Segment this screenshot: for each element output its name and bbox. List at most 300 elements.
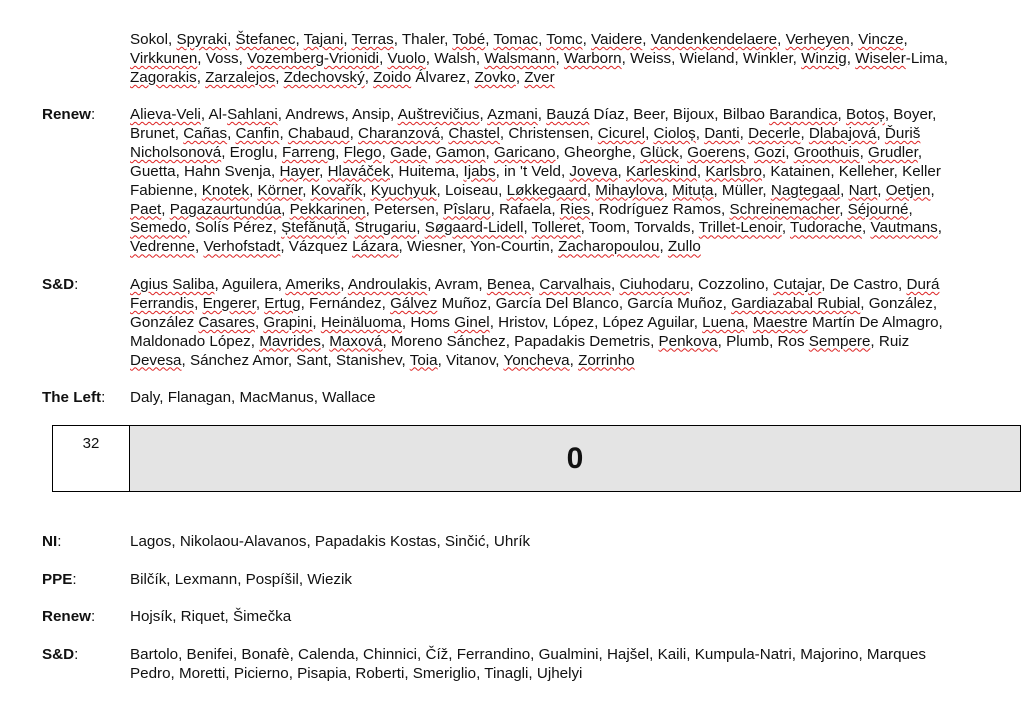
name-line: [130, 314, 1000, 333]
flagged-name: Groothuis: [793, 143, 860, 161]
name-text: , González,: [860, 294, 938, 312]
name-text: , Rafaela,: [490, 200, 560, 218]
name-text: ,: [876, 124, 885, 142]
name-text: ,: [319, 162, 328, 180]
name-text: , Christensen,: [499, 124, 598, 142]
name-text: ,: [523, 219, 532, 237]
name-text: , Katainen, Kelleher, Keller: [761, 162, 941, 180]
name-text: ,: [485, 143, 494, 161]
name-line: [130, 571, 1000, 590]
name-text: ,: [659, 238, 668, 256]
flagged-name: Grapini: [263, 313, 313, 331]
flagged-name: Gamon: [435, 143, 486, 161]
name-text: ,: [555, 49, 564, 67]
flagged-name: Løkkegaard: [506, 181, 587, 199]
name-text: ,: [917, 143, 923, 161]
name-text: Maldonado López,: [130, 332, 260, 350]
flagged-name: Barandica: [769, 106, 838, 123]
flagged-name: Penkova: [658, 332, 718, 350]
name-text: ,: [227, 124, 236, 142]
flagged-name: Séjourné: [847, 200, 909, 218]
name-text: ,: [515, 68, 525, 86]
member-names: [130, 106, 1000, 257]
name-line: [130, 665, 1000, 684]
name-text: ,: [227, 31, 236, 48]
member-names: [130, 646, 1000, 684]
name-text: ,: [744, 313, 753, 331]
name-text: ,: [379, 49, 388, 67]
name-text: ,: [479, 106, 488, 123]
name-text: , Eroglu,: [221, 143, 282, 161]
name-text: , Rodríguez Ramos,: [590, 200, 730, 218]
name-text: ,: [439, 124, 449, 142]
flagged-name: Carvalhais: [539, 276, 611, 293]
name-text: ,: [362, 181, 371, 199]
flagged-name: Glück: [640, 143, 679, 161]
flagged-name: Canfin: [235, 124, 280, 142]
flagged-name: Toia: [409, 351, 438, 369]
name-text: Daly, Flanagan, MacManus, Wallace: [130, 389, 376, 406]
flagged-name: Zdechovský: [283, 68, 365, 86]
group-block: [0, 608, 1024, 627]
flagged-name: Farreng: [281, 143, 336, 161]
flagged-name: Ertug: [264, 294, 301, 312]
name-text: , Plumb, Ros: [717, 332, 809, 350]
flagged-name: Tolleret: [531, 219, 581, 237]
name-line: [130, 389, 1000, 408]
group-colon: :: [74, 646, 79, 663]
name-text: Álvarez,: [411, 68, 475, 86]
flagged-name: Vozemberg-Vrionidi: [247, 49, 380, 67]
group-colon: :: [72, 571, 77, 588]
name-text: ,: [877, 181, 886, 199]
flagged-name: Gardiazabal Rubial: [731, 294, 861, 312]
flagged-name: Ciuhodaru: [619, 276, 690, 293]
flagged-name: Knotek: [201, 181, 250, 199]
flagged-name: Agius Saliba: [130, 276, 215, 293]
group-block: [0, 389, 1024, 408]
name-text: ,: [642, 31, 651, 48]
flagged-name: Grudler: [868, 143, 918, 161]
name-text: ,: [416, 219, 425, 237]
name-text: ,: [427, 143, 436, 161]
group-name: S&D: [42, 646, 75, 663]
flagged-name: Wiseler: [855, 49, 906, 67]
name-line: [130, 106, 1000, 125]
flagged-name: Ginel: [454, 313, 490, 331]
name-text: , Vázquez: [280, 238, 353, 256]
name-text: , Aguilera,: [214, 276, 286, 293]
flagged-name: Vuolo: [387, 49, 426, 67]
group-colon: :: [57, 533, 62, 550]
flagged-name: Vaidere: [591, 31, 643, 48]
flagged-name: Vincze: [858, 31, 904, 48]
vote-count: 32: [53, 426, 130, 491]
group-label: [42, 571, 77, 590]
name-text: ,: [194, 294, 203, 312]
flagged-name: Körner: [257, 181, 303, 199]
flagged-name: Terras: [351, 31, 394, 48]
member-names: [130, 276, 1000, 371]
flagged-name: Winzig: [801, 49, 847, 67]
flagged-name: Joveva: [569, 162, 618, 180]
group-block: [0, 571, 1024, 590]
group-label: [42, 646, 78, 665]
name-text: ,: [195, 238, 204, 256]
flagged-name: Trillet-Lenoir: [698, 219, 782, 237]
flagged-name: Casares: [198, 313, 255, 331]
name-text: ,: [281, 200, 290, 218]
name-text: , Huitema,: [390, 162, 464, 180]
name-text: , Al-: [200, 106, 228, 123]
flagged-name: Dlabajová: [808, 124, 877, 142]
flagged-name: Lázara: [352, 238, 399, 256]
flagged-name: Tomac: [493, 31, 539, 48]
name-text: ,: [862, 219, 871, 237]
name-text: ,: [695, 124, 705, 142]
vote-symbol: 0: [130, 426, 1020, 491]
name-text: ,: [249, 181, 258, 199]
vote-result-box: [52, 425, 1021, 492]
name-text: ,: [663, 181, 673, 199]
name-line: [130, 333, 1000, 352]
flagged-name: Cioloș: [653, 124, 696, 142]
flagged-name: Ștefănuță: [281, 219, 347, 237]
flagged-name: Kovařík: [310, 181, 363, 199]
flagged-name: Verheyen: [785, 31, 850, 48]
flagged-name: Søgaard-Lidell: [424, 219, 524, 237]
name-text: ,: [295, 31, 304, 48]
flagged-name: Cañas: [183, 124, 228, 142]
flagged-name: Nart: [848, 181, 878, 199]
name-text: , Cozzolino,: [689, 276, 774, 293]
flagged-name: Mihaylova: [595, 181, 664, 199]
flagged-name: Tobé: [452, 31, 486, 48]
name-text: , Fernández,: [300, 294, 391, 312]
group-colon: :: [90, 608, 96, 625]
group-colon: :: [101, 389, 106, 406]
group-block: [0, 533, 1024, 552]
flagged-name: Pagazaurtundúa: [169, 200, 282, 218]
flagged-name: Yoncheva: [503, 351, 570, 369]
flagged-name: Mituța: [672, 181, 714, 199]
flagged-name: Cutajar: [773, 276, 822, 293]
name-text: Muñoz, García Del Blanco, García Muñoz,: [437, 294, 732, 312]
flagged-name: Zullo: [667, 238, 701, 256]
flagged-name: Ameriks: [285, 276, 341, 293]
flagged-name: Engerer: [202, 294, 256, 312]
name-text: Díaz, Beer, Bijoux, Bilbao: [589, 106, 770, 123]
flagged-name: Maxová: [329, 332, 383, 350]
member-names: [130, 533, 1000, 552]
flagged-name: Kyuchyuk: [370, 181, 437, 199]
flagged-name: Ďuriš: [884, 124, 921, 142]
flagged-name: Pekkarinen: [289, 200, 366, 218]
group-label: [42, 533, 61, 552]
flagged-name: Chastel: [448, 124, 500, 142]
flagged-name: Decerle: [748, 124, 801, 142]
group-name: NI: [42, 533, 58, 550]
flagged-name: Flego: [343, 143, 382, 161]
name-text: ,: [846, 49, 856, 67]
name-text: , Avram,: [427, 276, 487, 293]
name-text: ,: [569, 351, 579, 369]
name-text: , Solís Pérez,: [186, 219, 282, 237]
name-line: [130, 608, 1000, 627]
flagged-name: Sahlani: [227, 106, 278, 123]
name-line: [130, 50, 1000, 69]
name-text: , Homs: [401, 313, 455, 331]
name-text: ,: [335, 143, 344, 161]
flagged-name: Luena: [702, 313, 745, 331]
name-text: ,: [302, 181, 311, 199]
name-text: , De Castro,: [821, 276, 907, 293]
name-text: ,: [908, 200, 913, 218]
name-text: Martín De Almagro,: [807, 313, 943, 331]
flagged-name: Nicholsonová: [130, 143, 222, 161]
continued-name-list: [0, 31, 1024, 88]
flagged-name: Paet: [130, 200, 162, 218]
flagged-name: Cicurel: [597, 124, 646, 142]
name-text: , Vitanov,: [437, 351, 504, 369]
flagged-name: Gozi: [754, 143, 786, 161]
flagged-name: Zovko: [474, 68, 516, 86]
name-text: , Gheorghe,: [555, 143, 641, 161]
name-text: ,: [254, 313, 264, 331]
name-text: ,: [161, 200, 170, 218]
name-text: Brunet,: [130, 124, 184, 142]
flagged-name: Danti: [704, 124, 740, 142]
group-name: PPE: [42, 571, 73, 588]
flagged-name: Sempere: [808, 332, 871, 350]
flagged-name: Zagorakis: [130, 68, 197, 86]
name-text: ,: [696, 162, 706, 180]
flagged-name: Zarzalejos: [205, 68, 276, 86]
flagged-name: Gade: [390, 143, 428, 161]
name-text: ,: [320, 332, 330, 350]
name-text: Pedro, Moretti, Picierno, Pisapia, Roberti, Smeriglio, Tinagli, Ujhelyi: [130, 664, 583, 682]
name-text: , Loiseau,: [436, 181, 507, 199]
name-text: ,: [800, 124, 809, 142]
name-text: ,: [678, 143, 688, 161]
member-names: [130, 389, 1000, 408]
name-text: Bilčík, Lexmann, Pospíšil, Wiezik: [130, 571, 352, 588]
name-text: ,: [530, 276, 540, 293]
name-text: , Sánchez Amor, Sant, Stanishev,: [181, 351, 410, 369]
name-text: González: [130, 313, 199, 331]
member-names: [130, 608, 1000, 627]
name-text: ,: [849, 31, 859, 48]
name-text: ,: [349, 124, 359, 142]
flagged-name: Zver: [524, 68, 555, 86]
name-line: [130, 125, 1000, 144]
name-text: ,: [785, 143, 794, 161]
name-text: Bartolo, Benifei, Bonafè, Calenda, Chinnici, Číž, Ferrandino, Gualmini, Hajšel, Kaili, Kumpula-Natri, Majorino, Marques: [130, 646, 927, 663]
group-name: Renew: [42, 106, 91, 123]
name-text: ,: [582, 31, 592, 48]
name-text: Fabienne,: [130, 181, 202, 199]
flagged-name: Tajani: [303, 31, 344, 48]
flagged-name: Verhofstadt: [203, 238, 281, 256]
name-text: ,: [903, 31, 908, 48]
flagged-name: Auštrevičius: [397, 106, 480, 123]
flagged-name: Warborn: [563, 49, 622, 67]
group-name: S&D: [42, 276, 75, 293]
name-text: ,: [381, 143, 391, 161]
group-name: The Left: [42, 389, 102, 406]
name-text: ,: [312, 313, 321, 331]
name-text: ,: [343, 31, 352, 48]
name-text: , Weiss, Wieland, Winkler,: [621, 49, 802, 67]
name-text: ,: [930, 181, 935, 199]
name-text: , Andrews, Ansip,: [277, 106, 398, 123]
name-text: , Hristov, López, López Aguilar,: [489, 313, 703, 331]
name-text: ,: [255, 294, 265, 312]
flagged-name: Zorrinho: [578, 351, 635, 369]
member-names: [130, 31, 1000, 88]
flagged-name: Bauzá: [546, 106, 590, 123]
group-label: [42, 106, 95, 125]
flagged-name: Hlaváček: [327, 162, 391, 180]
name-line: [130, 182, 1000, 201]
group-block: [0, 646, 1024, 684]
name-text: , Wiesner, Yon-Courtin,: [398, 238, 559, 256]
name-text: ,: [537, 106, 547, 123]
name-text: Lagos, Nikolaou-Alavanos, Papadakis Kostas, Sinčić, Uhrík: [130, 533, 531, 550]
name-line: [130, 201, 1000, 220]
name-text: -Lima,: [905, 49, 948, 67]
flagged-name: Charanzová: [358, 124, 440, 142]
name-text: ,: [840, 181, 849, 199]
name-line: [130, 219, 1000, 238]
name-text: ,: [340, 276, 348, 293]
flagged-name: Androulakis: [347, 276, 428, 293]
name-text: ,: [781, 219, 790, 237]
name-text: , Toom, Torvalds,: [580, 219, 699, 237]
flagged-name: Garicano: [493, 143, 556, 161]
flagged-name: Strugariu: [354, 219, 417, 237]
flagged-name: Walsmann: [484, 49, 556, 67]
flagged-name: Devesa: [130, 351, 182, 369]
name-text: ,: [837, 106, 846, 123]
name-text: Guetta, Hahn Svenja,: [130, 162, 280, 180]
flagged-name: Nagtegaal: [770, 181, 841, 199]
group-label: [42, 389, 105, 408]
name-line: [130, 144, 1000, 163]
name-line: [130, 238, 1000, 257]
name-text: ,: [279, 124, 288, 142]
group-block: [0, 276, 1024, 371]
flagged-name: Azmani: [487, 106, 538, 123]
flagged-name: Schreinemacher: [729, 200, 840, 218]
name-text: ,: [777, 31, 786, 48]
name-line: [130, 69, 1000, 88]
name-line: [130, 295, 1000, 314]
name-text: ,: [859, 143, 869, 161]
name-text: ,: [937, 219, 942, 237]
name-text: ,: [364, 68, 374, 86]
group-colon: :: [74, 276, 79, 293]
flagged-name: Ijabs: [463, 162, 496, 180]
name-text: ,: [586, 181, 596, 199]
flagged-name: Benea: [486, 276, 531, 293]
name-text: ,: [196, 68, 206, 86]
flagged-name: Spyraki: [176, 31, 228, 48]
flagged-name: Mavrides: [259, 332, 321, 350]
group-block: [0, 106, 1024, 257]
name-text: ,: [645, 124, 654, 142]
name-text: ,: [739, 124, 749, 142]
flagged-name: Zoido: [373, 68, 412, 86]
name-text: ,: [275, 68, 284, 86]
name-line: [130, 646, 1000, 665]
flagged-name: Heinäluoma: [320, 313, 402, 331]
flagged-name: Tudorache: [789, 219, 863, 237]
name-text: , Müller,: [713, 181, 771, 199]
flagged-name: Hayer: [279, 162, 320, 180]
flagged-name: Pîslaru: [443, 200, 491, 218]
name-text: , Moreno Sánchez, Papadakis Demetris,: [382, 332, 659, 350]
name-text: Sokol,: [130, 31, 177, 48]
name-text: , Boyer,: [884, 106, 937, 123]
name-text: , Thaler,: [393, 31, 453, 48]
name-text: Hojsík, Riquet, Šimečka: [130, 608, 292, 625]
name-text: ,: [839, 200, 848, 218]
flagged-name: Chabaud: [287, 124, 350, 142]
flagged-name: Zacharopoulou: [558, 238, 660, 256]
flagged-name: Ferrandis: [130, 294, 195, 312]
flagged-name: Goerens: [687, 143, 746, 161]
name-text: , Ruiz: [870, 332, 910, 350]
name-line: [130, 533, 1000, 552]
name-text: ,: [346, 219, 355, 237]
flagged-name: Virkkunen: [130, 49, 198, 67]
name-text: ,: [745, 143, 755, 161]
group-label: [42, 276, 78, 295]
flagged-name: Gálvez: [390, 294, 438, 312]
member-names: [130, 571, 1000, 590]
name-line: [130, 276, 1000, 295]
group-colon: :: [90, 106, 96, 123]
flagged-name: Vedrenne: [130, 238, 196, 256]
flagged-name: Vandenkendelaere: [650, 31, 778, 48]
name-text: ,: [538, 31, 547, 48]
flagged-name: Botoș: [845, 106, 885, 123]
flagged-name: Oetjen: [885, 181, 931, 199]
flagged-name: Vautmans: [870, 219, 938, 237]
flagged-name: Karlsbro: [705, 162, 762, 180]
flagged-name: Ries: [559, 200, 591, 218]
name-text: ,: [610, 276, 620, 293]
name-text: ,: [617, 162, 626, 180]
name-line: [130, 31, 1000, 50]
name-text: , Voss,: [197, 49, 248, 67]
flagged-name: Alieva-Veli: [130, 106, 201, 123]
name-text: , in 't Veld,: [495, 162, 570, 180]
flagged-name: Karleskind: [625, 162, 697, 180]
flagged-name: Štefanec: [235, 31, 296, 48]
name-text: , Walsh,: [425, 49, 485, 67]
name-text: ,: [485, 31, 494, 48]
group-name: Renew: [42, 608, 91, 625]
flagged-name: Durá: [906, 276, 940, 293]
name-text: , Petersen,: [365, 200, 444, 218]
name-line: [130, 352, 1000, 371]
flagged-name: Maestre: [752, 313, 808, 331]
group-label: [42, 608, 95, 627]
name-line: [130, 163, 1000, 182]
flagged-name: Tomc: [546, 31, 583, 48]
